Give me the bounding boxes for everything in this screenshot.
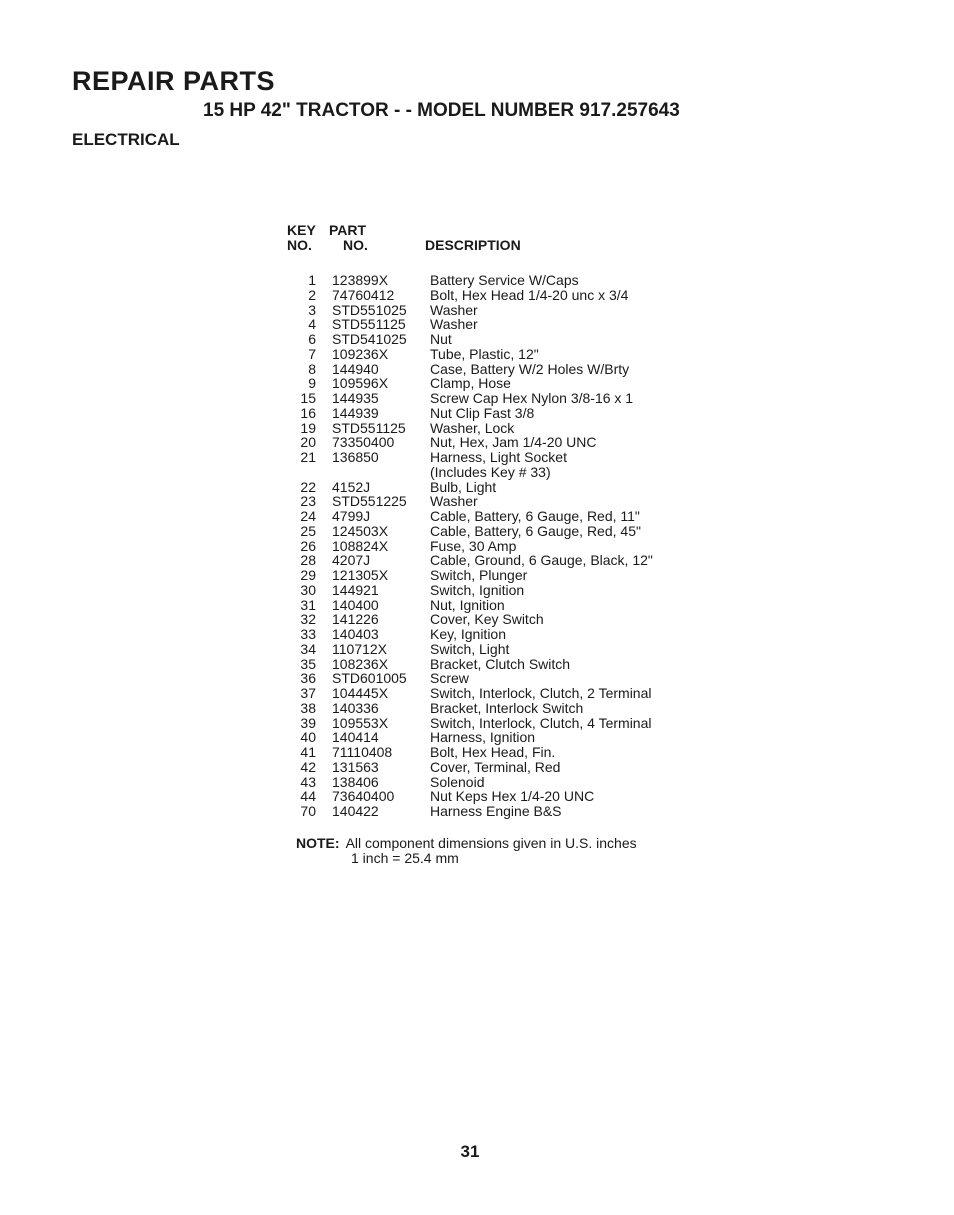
parts-row [287,730,707,745]
part-no: STD551125 [332,419,406,436]
part-description: Washer [430,316,478,333]
part-description: Switch, Interlock, Clutch, 4 Terminal [430,714,652,731]
part-description: Key, Ignition [430,626,507,642]
part-no: 108236X [332,655,389,672]
part-key-no: 70 [300,803,316,819]
parts-row [287,804,707,819]
parts-row [287,406,707,421]
part-description: Nut, Ignition [430,596,505,613]
part-no: 109596X [332,375,389,392]
part-key-no: 24 [300,508,316,524]
note-label: NOTE: [296,835,340,851]
part-header-line1: PART [329,222,367,238]
part-no: 144940 [332,360,379,377]
part-no: 4207J [332,552,371,569]
section-title: ELECTRICAL [72,130,180,149]
part-no: STD551025 [332,301,407,318]
part-description: Cover, Key Switch [430,611,544,628]
parts-row [287,539,707,554]
parts-row [287,509,707,524]
part-description: Tube, Plastic, 12" [430,345,539,362]
part-key-no: 40 [300,729,316,746]
part-description: Bracket, Interlock Switch [430,699,584,716]
part-key-no: 36 [300,670,316,687]
part-no: 144921 [332,581,379,598]
part-no: 123899X [332,272,389,288]
part-description: Switch, Ignition [430,581,525,598]
part-description: Nut, Hex, Jam 1/4-20 UNC [430,434,597,451]
part-no: STD541025 [332,331,407,347]
part-key-no: 42 [300,758,316,775]
part-no: 108824X [332,537,389,554]
part-no: 141226 [332,611,379,628]
part-key-no: 33 [300,626,316,642]
part-description: Nut Clip Fast 3/8 [430,404,535,421]
parts-row [287,642,707,657]
part-description: Cable, Battery, 6 Gauge, Red, 11" [430,508,640,524]
part-key-no: 16 [300,404,316,421]
parts-row [287,671,707,686]
part-description: Bolt, Hex Head, Fin. [430,744,556,760]
parts-row [287,480,707,495]
part-description: Screw Cap Hex Nylon 3/8-16 x 1 [430,390,634,406]
note-line2: 1 inch = 25.4 mm [351,850,459,866]
part-no: 140400 [332,596,379,613]
parts-row [287,273,707,288]
parts-row [287,347,707,362]
parts-row [287,303,707,318]
part-key-no: 37 [300,685,316,701]
parts-row [287,391,707,406]
parts-row [287,450,707,465]
part-no: 73640400 [332,788,395,805]
part-key-no: 20 [300,434,316,451]
part-no: 140422 [332,803,379,819]
parts-row [287,775,707,790]
part-no: 138406 [332,773,379,790]
part-no: 73350400 [332,434,395,451]
part-no: 104445X [332,685,389,701]
part-description: Fuse, 30 Amp [430,537,517,554]
part-no: 144935 [332,390,379,406]
parts-row [287,435,707,450]
note-line1: All component dimensions given in U.S. inches [345,835,637,851]
parts-row [287,362,707,377]
part-description: Bolt, Hex Head 1/4-20 unc x 3/4 [430,286,629,303]
parts-row [287,701,707,716]
part-key-no: 6 [308,331,316,347]
part-key-no: 34 [300,640,316,657]
part-header-line2: NO. [343,237,368,253]
parts-row [287,421,707,436]
part-key-no: 32 [300,611,316,628]
part-description: Harness, Ignition [430,729,536,746]
part-description: Washer, Lock [430,419,515,436]
part-description: Switch, Light [430,640,510,657]
part-description: Nut [430,331,452,347]
part-no: 4799J [332,508,371,524]
part-no: STD551225 [332,493,407,510]
part-no: 4152J [332,478,371,495]
part-key-no: 26 [300,537,316,554]
part-description: Cable, Battery, 6 Gauge, Red, 45" [430,522,641,539]
part-no: 74760412 [332,286,395,303]
part-no: 121305X [332,567,389,583]
part-description: Switch, Interlock, Clutch, 2 Terminal [430,685,652,701]
part-key-no: 15 [300,390,316,406]
part-key-no: 1 [308,272,316,288]
parts-row [287,686,707,701]
description-header: DESCRIPTION [425,237,521,253]
parts-row [287,568,707,583]
part-description: Solenoid [430,773,485,790]
parts-row [287,524,707,539]
parts-row [287,657,707,672]
parts-row [287,494,707,509]
part-key-no: 4 [308,316,316,333]
part-description: Switch, Plunger [430,567,528,583]
part-no: 124503X [332,522,389,539]
parts-row [287,553,707,568]
part-description: Battery Service W/Caps [430,272,579,288]
parts-row [287,317,707,332]
parts-row [287,583,707,598]
part-key-no: 30 [300,581,316,598]
part-description: Case, Battery W/2 Holes W/Brty [430,360,630,377]
part-no: 109553X [332,714,389,731]
parts-list [287,273,707,819]
part-no: 131563 [332,758,379,775]
part-no: 109236X [332,345,389,362]
part-description: Bracket, Clutch Switch [430,655,571,672]
model-title: 15 HP 42" TRACTOR - - MODEL NUMBER 917.257643 [203,100,680,121]
part-no: 110712X [332,640,388,657]
parts-row [287,465,707,480]
part-key-no: 43 [300,773,316,790]
part-key-no: 22 [300,478,316,495]
part-key-no: 35 [300,655,316,672]
parts-row [287,612,707,627]
part-key-no: 25 [300,522,316,539]
parts-row [287,376,707,391]
part-key-no: 38 [300,699,316,716]
part-key-no: 2 [308,286,316,303]
part-key-no: 44 [300,788,316,805]
parts-row [287,789,707,804]
note [296,835,637,866]
part-description: Harness, Light Socket [430,449,567,465]
part-description: Cable, Ground, 6 Gauge, Black, 12" [430,552,653,569]
parts-row [287,598,707,613]
part-no: 136850 [332,449,379,465]
part-key-no: 3 [308,301,316,318]
part-key-no: 8 [308,360,316,377]
part-key-no: 31 [300,596,316,613]
parts-row [287,288,707,303]
parts-row [287,745,707,760]
part-key-no: 23 [300,493,316,510]
part-no: 140403 [332,626,379,642]
parts-row [287,627,707,642]
part-no: STD601005 [332,670,407,687]
part-key-no: 28 [300,552,316,569]
part-description: Washer [430,493,478,510]
part-description: Cover, Terminal, Red [430,758,561,775]
part-no: 144939 [332,404,379,421]
part-key-no: 41 [300,744,316,760]
page-title: REPAIR PARTS [72,66,276,96]
part-key-no: 39 [300,714,316,731]
page-number: 31 [460,1142,480,1161]
part-description: Nut Keps Hex 1/4-20 UNC [430,788,595,805]
part-key-no: 21 [300,449,316,465]
part-key-no: 29 [300,567,316,583]
part-no: 140336 [332,699,379,716]
part-no: 71110408 [332,744,393,760]
part-description: Screw [430,670,469,687]
key-header-line2: NO. [287,237,312,253]
part-key-no: 9 [308,375,316,392]
key-header-line1: KEY [287,222,316,238]
part-description: (Includes Key # 33) [430,463,551,480]
part-key-no: 19 [300,419,316,436]
part-no: STD551125 [332,316,406,333]
parts-row [287,716,707,731]
part-key-no: 7 [308,345,316,362]
parts-row [287,332,707,347]
parts-row [287,760,707,775]
part-description: Bulb, Light [430,478,497,495]
part-description: Clamp, Hose [430,375,511,392]
part-no: 140414 [332,729,379,746]
part-description: Harness Engine B&S [430,803,562,819]
part-description: Washer [430,301,478,318]
